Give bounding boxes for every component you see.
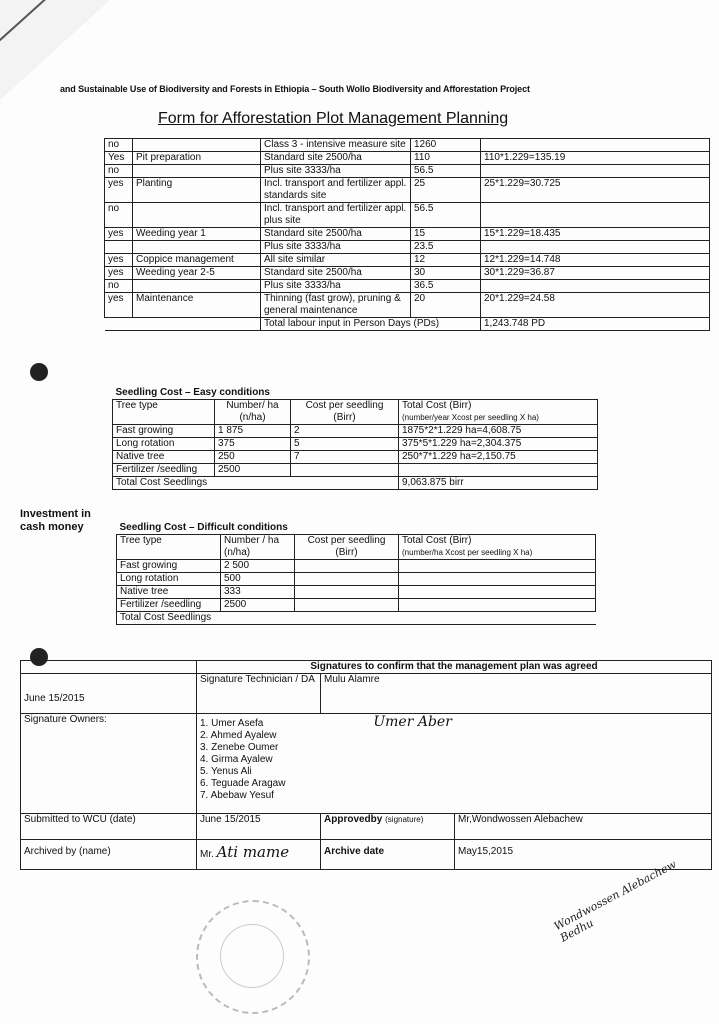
- activity-flag: no: [105, 203, 133, 228]
- activity-calc: [481, 203, 710, 228]
- easy-header: Cost per seedling (Birr): [291, 400, 399, 425]
- technician-name: Mulu Alamre: [321, 674, 712, 714]
- activity-name: Maintenance: [133, 293, 261, 318]
- owner-name: 4. Girma Ayalew: [200, 754, 273, 765]
- activity-calc: 12*1.229=14.748: [481, 254, 710, 267]
- activity-description: Plus site 3333/ha: [261, 280, 411, 293]
- difficult-seedling-table: [116, 522, 596, 625]
- activity-flag: no: [105, 139, 133, 152]
- difficult-tree-type: Fertilizer /seedling: [117, 599, 221, 612]
- difficult-row: [117, 560, 596, 573]
- activity-calc: 15*1.229=18.435: [481, 228, 710, 241]
- easy-number: 250: [215, 451, 291, 464]
- easy-total: 1875*2*1.229 ha=4,608.75: [399, 425, 598, 438]
- labour-total-row: [105, 318, 710, 331]
- labour-total-label: Total labour input in Person Days (PDs): [261, 318, 481, 331]
- easy-title: Seedling Cost – Easy conditions: [115, 387, 270, 398]
- activity-value: 15: [411, 228, 481, 241]
- activity-name: Pit preparation: [133, 152, 261, 165]
- activity-name: Coppice management: [133, 254, 261, 267]
- difficult-cost: [295, 599, 399, 612]
- activity-flag: yes: [105, 293, 133, 318]
- owner-name: 5. Yenus Ali: [200, 766, 252, 777]
- difficult-number: 500: [221, 573, 295, 586]
- activity-row: [105, 293, 710, 318]
- activity-row: [105, 267, 710, 280]
- activity-description: Incl. transport and fertilizer appl. plus site: [261, 203, 411, 228]
- easy-total-label: Total Cost Seedlings: [113, 477, 399, 490]
- difficult-total: [399, 586, 596, 599]
- easy-number: 375: [215, 438, 291, 451]
- activity-calc: 110*1.229=135.19: [481, 152, 710, 165]
- difficult-row: [117, 573, 596, 586]
- difficult-total: [399, 599, 596, 612]
- activity-description: Plus site 3333/ha: [261, 165, 411, 178]
- activity-description: Incl. transport and fertilizer appl. standards site: [261, 178, 411, 203]
- easy-row: [113, 451, 598, 464]
- activity-flag: yes: [105, 228, 133, 241]
- activity-flag: no: [105, 165, 133, 178]
- investment-label: Investment in cash money: [20, 508, 91, 533]
- approved-label: Approvedby (signature): [321, 814, 455, 840]
- activity-description: Class 3 - intensive measure site: [261, 139, 411, 152]
- activity-description: Standard site 2500/ha: [261, 267, 411, 280]
- activity-calc: [481, 241, 710, 254]
- easy-cost: 2: [291, 425, 399, 438]
- easy-header: Tree type: [113, 400, 215, 425]
- easy-number: 1 875: [215, 425, 291, 438]
- activity-value: 25: [411, 178, 481, 203]
- labour-total-value: 1,243.748 PD: [481, 318, 710, 331]
- easy-tree-type: Fertilizer /seedling: [113, 464, 215, 477]
- activity-name: Weeding year 2-5: [133, 267, 261, 280]
- submitted-label: Submitted to WCU (date): [21, 814, 197, 840]
- activity-calc: 30*1.229=36.87: [481, 267, 710, 280]
- difficult-total-label: Total Cost Seedlings: [117, 612, 596, 625]
- owner-name: 1. Umer Asefa Umer Aber: [200, 714, 452, 730]
- difficult-header: Tree type: [117, 535, 221, 560]
- owner-name: 2. Ahmed Ayalew: [200, 730, 277, 741]
- activity-value: 110: [411, 152, 481, 165]
- archive-date: May15,2015: [455, 840, 712, 870]
- activity-value: 1260: [411, 139, 481, 152]
- activity-name: [133, 203, 261, 228]
- handwritten-signature-note: Wondwossen Alebachew Bedhu: [551, 857, 679, 945]
- difficult-tree-type: Fast growing: [117, 560, 221, 573]
- difficult-number: 333: [221, 586, 295, 599]
- signatures-heading: Signatures to confirm that the management plan was agreed: [197, 661, 712, 674]
- activity-row: [105, 203, 710, 228]
- easy-cost: [291, 464, 399, 477]
- activity-row: [105, 241, 710, 254]
- difficult-number: 2500: [221, 599, 295, 612]
- easy-number: 2500: [215, 464, 291, 477]
- activity-description: Plus site 3333/ha: [261, 241, 411, 254]
- easy-header: Total Cost (Birr) (number/year Xcost per seedling X ha): [399, 400, 598, 425]
- activity-name: Weeding year 1: [133, 228, 261, 241]
- signature-table: [20, 660, 712, 870]
- activity-name: [133, 280, 261, 293]
- activity-value: 36.5: [411, 280, 481, 293]
- activity-calc: [481, 165, 710, 178]
- easy-tree-type: Fast growing: [113, 425, 215, 438]
- easy-total: 250*7*1.229 ha=2,150.75: [399, 451, 598, 464]
- project-header: and Sustainable Use of Biodiversity and Forests in Ethiopia – South Wollo Biodiversity and Afforestation Project: [60, 84, 530, 94]
- easy-tree-type: Native tree: [113, 451, 215, 464]
- easy-seedling-table: [112, 387, 598, 490]
- activity-value: 56.5: [411, 203, 481, 228]
- activity-row: [105, 254, 710, 267]
- easy-row: [113, 464, 598, 477]
- activity-name: [133, 165, 261, 178]
- easy-total: [399, 464, 598, 477]
- activity-flag: yes: [105, 178, 133, 203]
- owner-signature: Umer Aber: [373, 714, 452, 730]
- binder-hole-mark: [30, 363, 48, 381]
- difficult-cost: [295, 586, 399, 599]
- activity-value: 20: [411, 293, 481, 318]
- difficult-header: Cost per seedling (Birr): [295, 535, 399, 560]
- owner-name: 3. Zenebe Oumer: [200, 742, 279, 753]
- activity-row: [105, 165, 710, 178]
- activity-flag: [105, 241, 133, 254]
- easy-total: 375*5*1.229 ha=2,304.375: [399, 438, 598, 451]
- easy-cost: 5: [291, 438, 399, 451]
- technician-label: Signature Technician / DA: [197, 674, 321, 714]
- easy-cost: 7: [291, 451, 399, 464]
- difficult-cost: [295, 560, 399, 573]
- difficult-tree-type: Native tree: [117, 586, 221, 599]
- difficult-tree-type: Long rotation: [117, 573, 221, 586]
- activity-calc: 25*1.229=30.725: [481, 178, 710, 203]
- difficult-header: Number / ha (n/ha): [221, 535, 295, 560]
- activity-calc: 20*1.229=24.58: [481, 293, 710, 318]
- activity-row: [105, 280, 710, 293]
- activity-row: [105, 152, 710, 165]
- difficult-total: [399, 560, 596, 573]
- owner-name: 6. Teguade Aragaw: [200, 778, 286, 789]
- difficult-row: [117, 586, 596, 599]
- archiver-signature: Ati mame: [216, 843, 290, 861]
- activity-description: Thinning (fast grow), pruning & general maintenance: [261, 293, 411, 318]
- activity-calc: [481, 139, 710, 152]
- activity-description: Standard site 2500/ha: [261, 228, 411, 241]
- activity-value: 56.5: [411, 165, 481, 178]
- archived-label: Archived by (name): [21, 840, 197, 870]
- form-title: Form for Afforestation Plot Management Planning: [158, 110, 509, 127]
- owner-name: 7. Abebaw Yesuf: [200, 790, 274, 801]
- activity-row: [105, 178, 710, 203]
- difficult-number: 2 500: [221, 560, 295, 573]
- difficult-header: Total Cost (Birr) (number/ha Xcost per seedling X ha): [399, 535, 596, 560]
- activity-value: 12: [411, 254, 481, 267]
- activity-flag: no: [105, 280, 133, 293]
- difficult-total: [399, 573, 596, 586]
- archive-date-label: Archive date: [321, 840, 455, 870]
- approved-name: Mr,Wondwossen Alebachew: [455, 814, 712, 840]
- activity-name: [133, 241, 261, 254]
- submitted-date: June 15/2015: [197, 814, 321, 840]
- activity-value: 23.5: [411, 241, 481, 254]
- activity-row: [105, 228, 710, 241]
- difficult-title: Seedling Cost – Difficult conditions: [119, 522, 288, 533]
- difficult-row: [117, 599, 596, 612]
- activity-name: [133, 139, 261, 152]
- easy-row: [113, 438, 598, 451]
- owners-list: [197, 714, 712, 814]
- easy-header: Number/ ha (n/ha): [215, 400, 291, 425]
- activity-flag: yes: [105, 254, 133, 267]
- easy-tree-type: Long rotation: [113, 438, 215, 451]
- activity-row: [105, 139, 710, 152]
- activity-table: [104, 138, 710, 331]
- activity-flag: Yes: [105, 152, 133, 165]
- archived-name: Mr. Ati mame: [197, 840, 321, 870]
- owners-label: Signature Owners:: [21, 714, 197, 814]
- activity-value: 30: [411, 267, 481, 280]
- official-seal-stamp: [196, 900, 310, 1014]
- activity-description: Standard site 2500/ha: [261, 152, 411, 165]
- activity-calc: [481, 280, 710, 293]
- activity-description: All site similar: [261, 254, 411, 267]
- easy-row: [113, 425, 598, 438]
- easy-header-row: [113, 400, 598, 425]
- activity-flag: yes: [105, 267, 133, 280]
- difficult-cost: [295, 573, 399, 586]
- signature-date: June 15/2015: [21, 674, 197, 714]
- easy-total-value: 9,063.875 birr: [399, 477, 598, 490]
- activity-name: Planting: [133, 178, 261, 203]
- difficult-header-row: [117, 535, 596, 560]
